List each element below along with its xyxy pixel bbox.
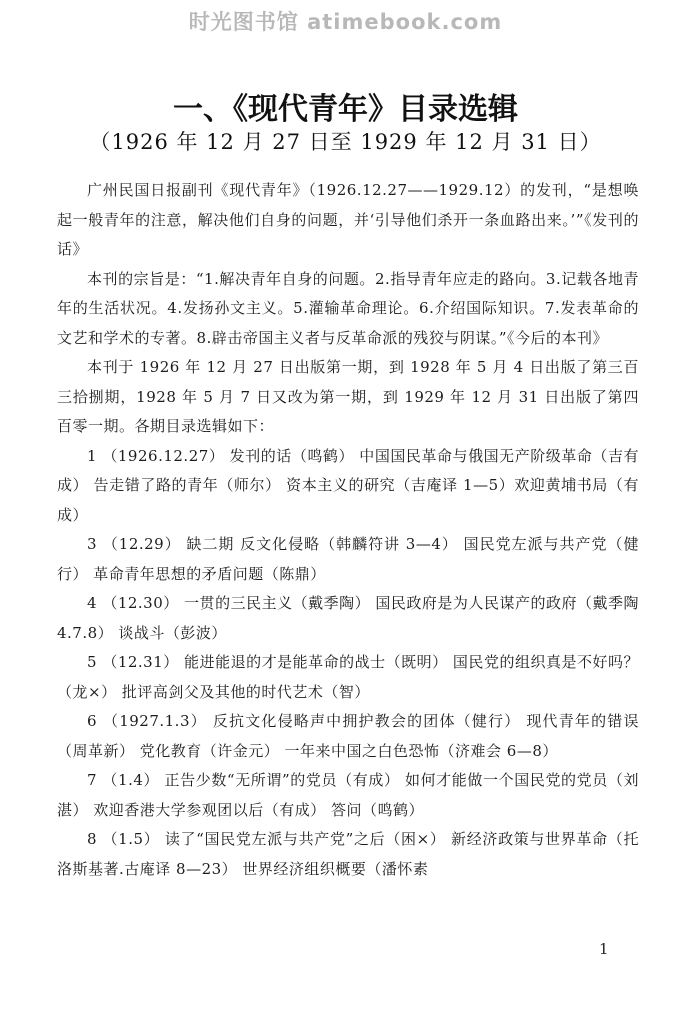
watermark: 时光图书馆 atimebook.com [188,10,503,34]
paragraph-intro: 广州民国日报副刊《现代青年》（1926.12.27——1929.12）的发刊，“是想唤起一般青年的注意，解决他们自身的问题，并‘引导他们杀开一条血路出来。’”《发刊的话》 [57,181,639,258]
paragraph-purpose: 本刊的宗旨是：“1.解决青年自身的问题。2.指导青年应走的路向。3.记载各地青年的生活状况。4.发扬孙文主义。5.灌输革命理论。6.介绍国际知识。7.发表革命的文艺和学术的专著。8.辟击帝国主义者与反革命派的残狡与阴谋。”《今后的本刊》 [57,269,639,347]
catalog-entry: 6 （1927.1.3） 反抗文化侵略声中拥护教会的团体（健行） 现代青年的错误（周革新） 党化教育（许金元） 一年来中国之白色恐怖（济难会 6—8） [57,712,639,760]
page-title: 一、《现代青年》目录选辑 [173,92,518,127]
catalog-entry: 1 （1926.12.27） 发刊的话（鸣鹤） 中国国民革命与俄国无产阶级革命（吉有成） 告走错了路的青年（师尔） 资本主义的研究（吉庵译 1—5）欢迎黄埔书局（有成） [57,446,639,524]
page-subtitle: （1926 年 12 月 27 日至 1929 年 12 月 31 日） [89,130,602,154]
catalog-entry: 7 （1.4） 正告少数“无所谓”的党员（有成） 如何才能做一个国民党的党员（刘湛） 欢迎香港大学参观团以后（有成） 答问（鸣鹤） [57,771,639,819]
catalog-entry: 3 （12.29） 缺二期 反文化侵略（韩麟符讲 3—4） 国民党左派与共产党（健行） 革命青年思想的矛盾问题（陈鼎） [57,535,639,583]
body-text [57,176,639,884]
catalog-entry: 4 （12.30） 一贯的三民主义（戴季陶） 国民政府是为人民谋产的政府（戴季陶 4.7.8） 谈战斗（彭波） [57,594,639,642]
catalog-entry: 5 （12.31） 能进能退的才是能革命的战士（既明） 国民党的组织真是不好吗？（龙×） 批评高剑父及其他的时代艺术（智） [57,653,639,701]
page-number: 1 [599,940,609,958]
paragraph-publication: 本刊于 1926 年 12 月 27 日出版第一期，到 1928 年 5 月 4 日出版了第三百三拾捌期，1928 年 5 月 7 日又改为第一期，到 1929 年 12 月 31 日出版了第四百零一期。各期目录选辑如下： [57,358,639,435]
catalog-entry: 8 （1.5） 读了“国民党左派与共产党”之后（困×） 新经济政策与世界革命（托洛斯基著.古庵译 8—23） 世界经济组织概要（潘怀素 [57,830,639,878]
